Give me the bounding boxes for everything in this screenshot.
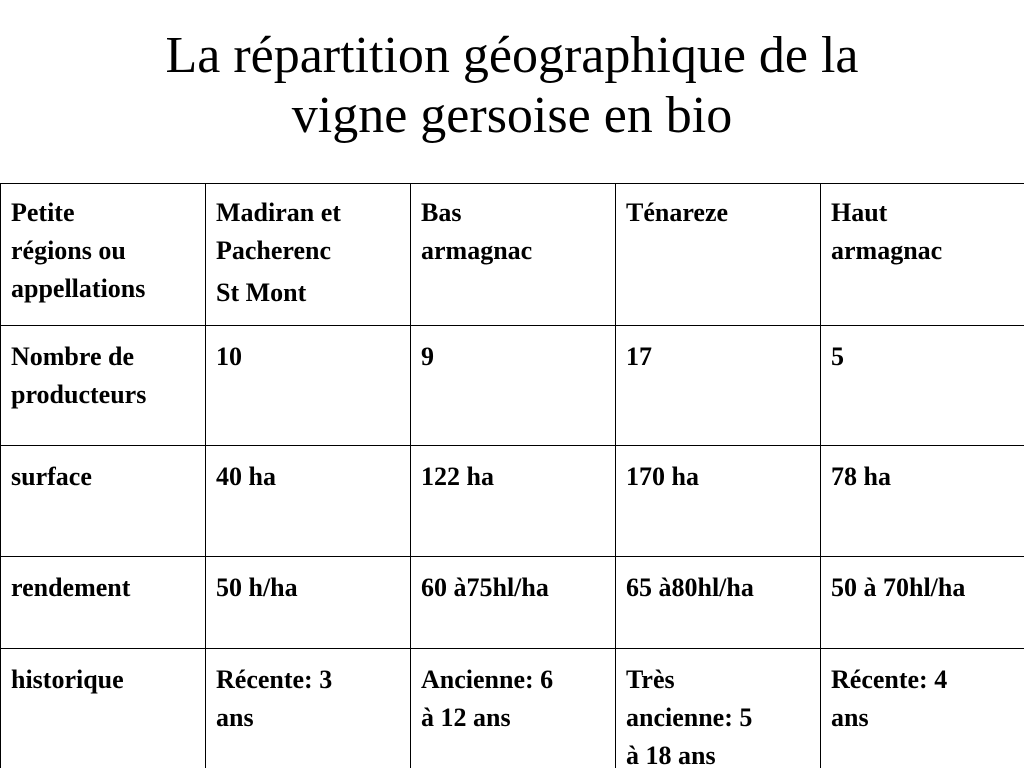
table-cell: 17: [616, 326, 821, 446]
vineyard-table: [0, 183, 1024, 768]
table-cell: 9: [411, 326, 616, 446]
header-cell-line: St Mont: [216, 278, 307, 307]
header-cell-line: armagnac: [831, 236, 943, 265]
table-cell: [821, 649, 1024, 768]
row-label-cell: rendement: [1, 557, 206, 649]
row-label-cell: surface: [1, 446, 206, 557]
cell-line: Très: [626, 665, 675, 694]
header-cell-line: Madiran et: [216, 198, 341, 227]
row-label-line: Nombre de: [11, 342, 135, 371]
header-label-line: appellations: [11, 274, 146, 303]
table-cell: 170 ha: [616, 446, 821, 557]
header-cell-line: Pacherenc: [216, 236, 332, 265]
table-row-historique: [1, 649, 1024, 768]
table-cell: 40 ha: [206, 446, 411, 557]
title-line-1: La répartition géographique de la: [165, 27, 859, 84]
cell-line: ans: [216, 703, 254, 732]
header-cell-bas-armagnac: [411, 184, 616, 326]
table-cell: 50 h/ha: [206, 557, 411, 649]
table-cell: [206, 649, 411, 768]
header-label-cell: [1, 184, 206, 326]
cell-line: ans: [831, 703, 869, 732]
slide-title: [0, 26, 1024, 146]
table-cell: 5: [821, 326, 1024, 446]
header-cell-madiran: [206, 184, 411, 326]
table-cell: 78 ha: [821, 446, 1024, 557]
table-cell: 65 à80hl/ha: [616, 557, 821, 649]
cell-line: Ancienne: 6: [421, 665, 554, 694]
header-label-line: Petite: [11, 198, 75, 227]
title-line-2: vigne gersoise en bio: [291, 87, 733, 144]
table-cell: [411, 649, 616, 768]
table-cell: 60 à75hl/ha: [411, 557, 616, 649]
table-cell: [616, 649, 821, 768]
row-label-cell: [1, 326, 206, 446]
table-cell: 122 ha: [411, 446, 616, 557]
table-row-surface: [1, 446, 1024, 557]
cell-line: à 12 ans: [421, 703, 511, 732]
header-label-line: régions ou: [11, 236, 126, 265]
header-cell-line: Ténareze: [626, 198, 729, 227]
row-label-line: producteurs: [11, 380, 147, 409]
header-cell-tenareze: [616, 184, 821, 326]
table-row-rendement: [1, 557, 1024, 649]
table-cell: 10: [206, 326, 411, 446]
header-cell-line: Haut: [831, 198, 888, 227]
cell-line: Récente: 3: [216, 665, 333, 694]
cell-line: à 18 ans: [626, 741, 716, 768]
table-header-row: [1, 184, 1024, 326]
header-cell-line: Bas: [421, 198, 462, 227]
cell-line: ancienne: 5: [626, 703, 753, 732]
table-row-producteurs: [1, 326, 1024, 446]
header-cell-line: armagnac: [421, 236, 533, 265]
row-label-cell: historique: [1, 649, 206, 768]
header-cell-haut-armagnac: [821, 184, 1024, 326]
table-cell: 50 à 70hl/ha: [821, 557, 1024, 649]
cell-line: Récente: 4: [831, 665, 948, 694]
